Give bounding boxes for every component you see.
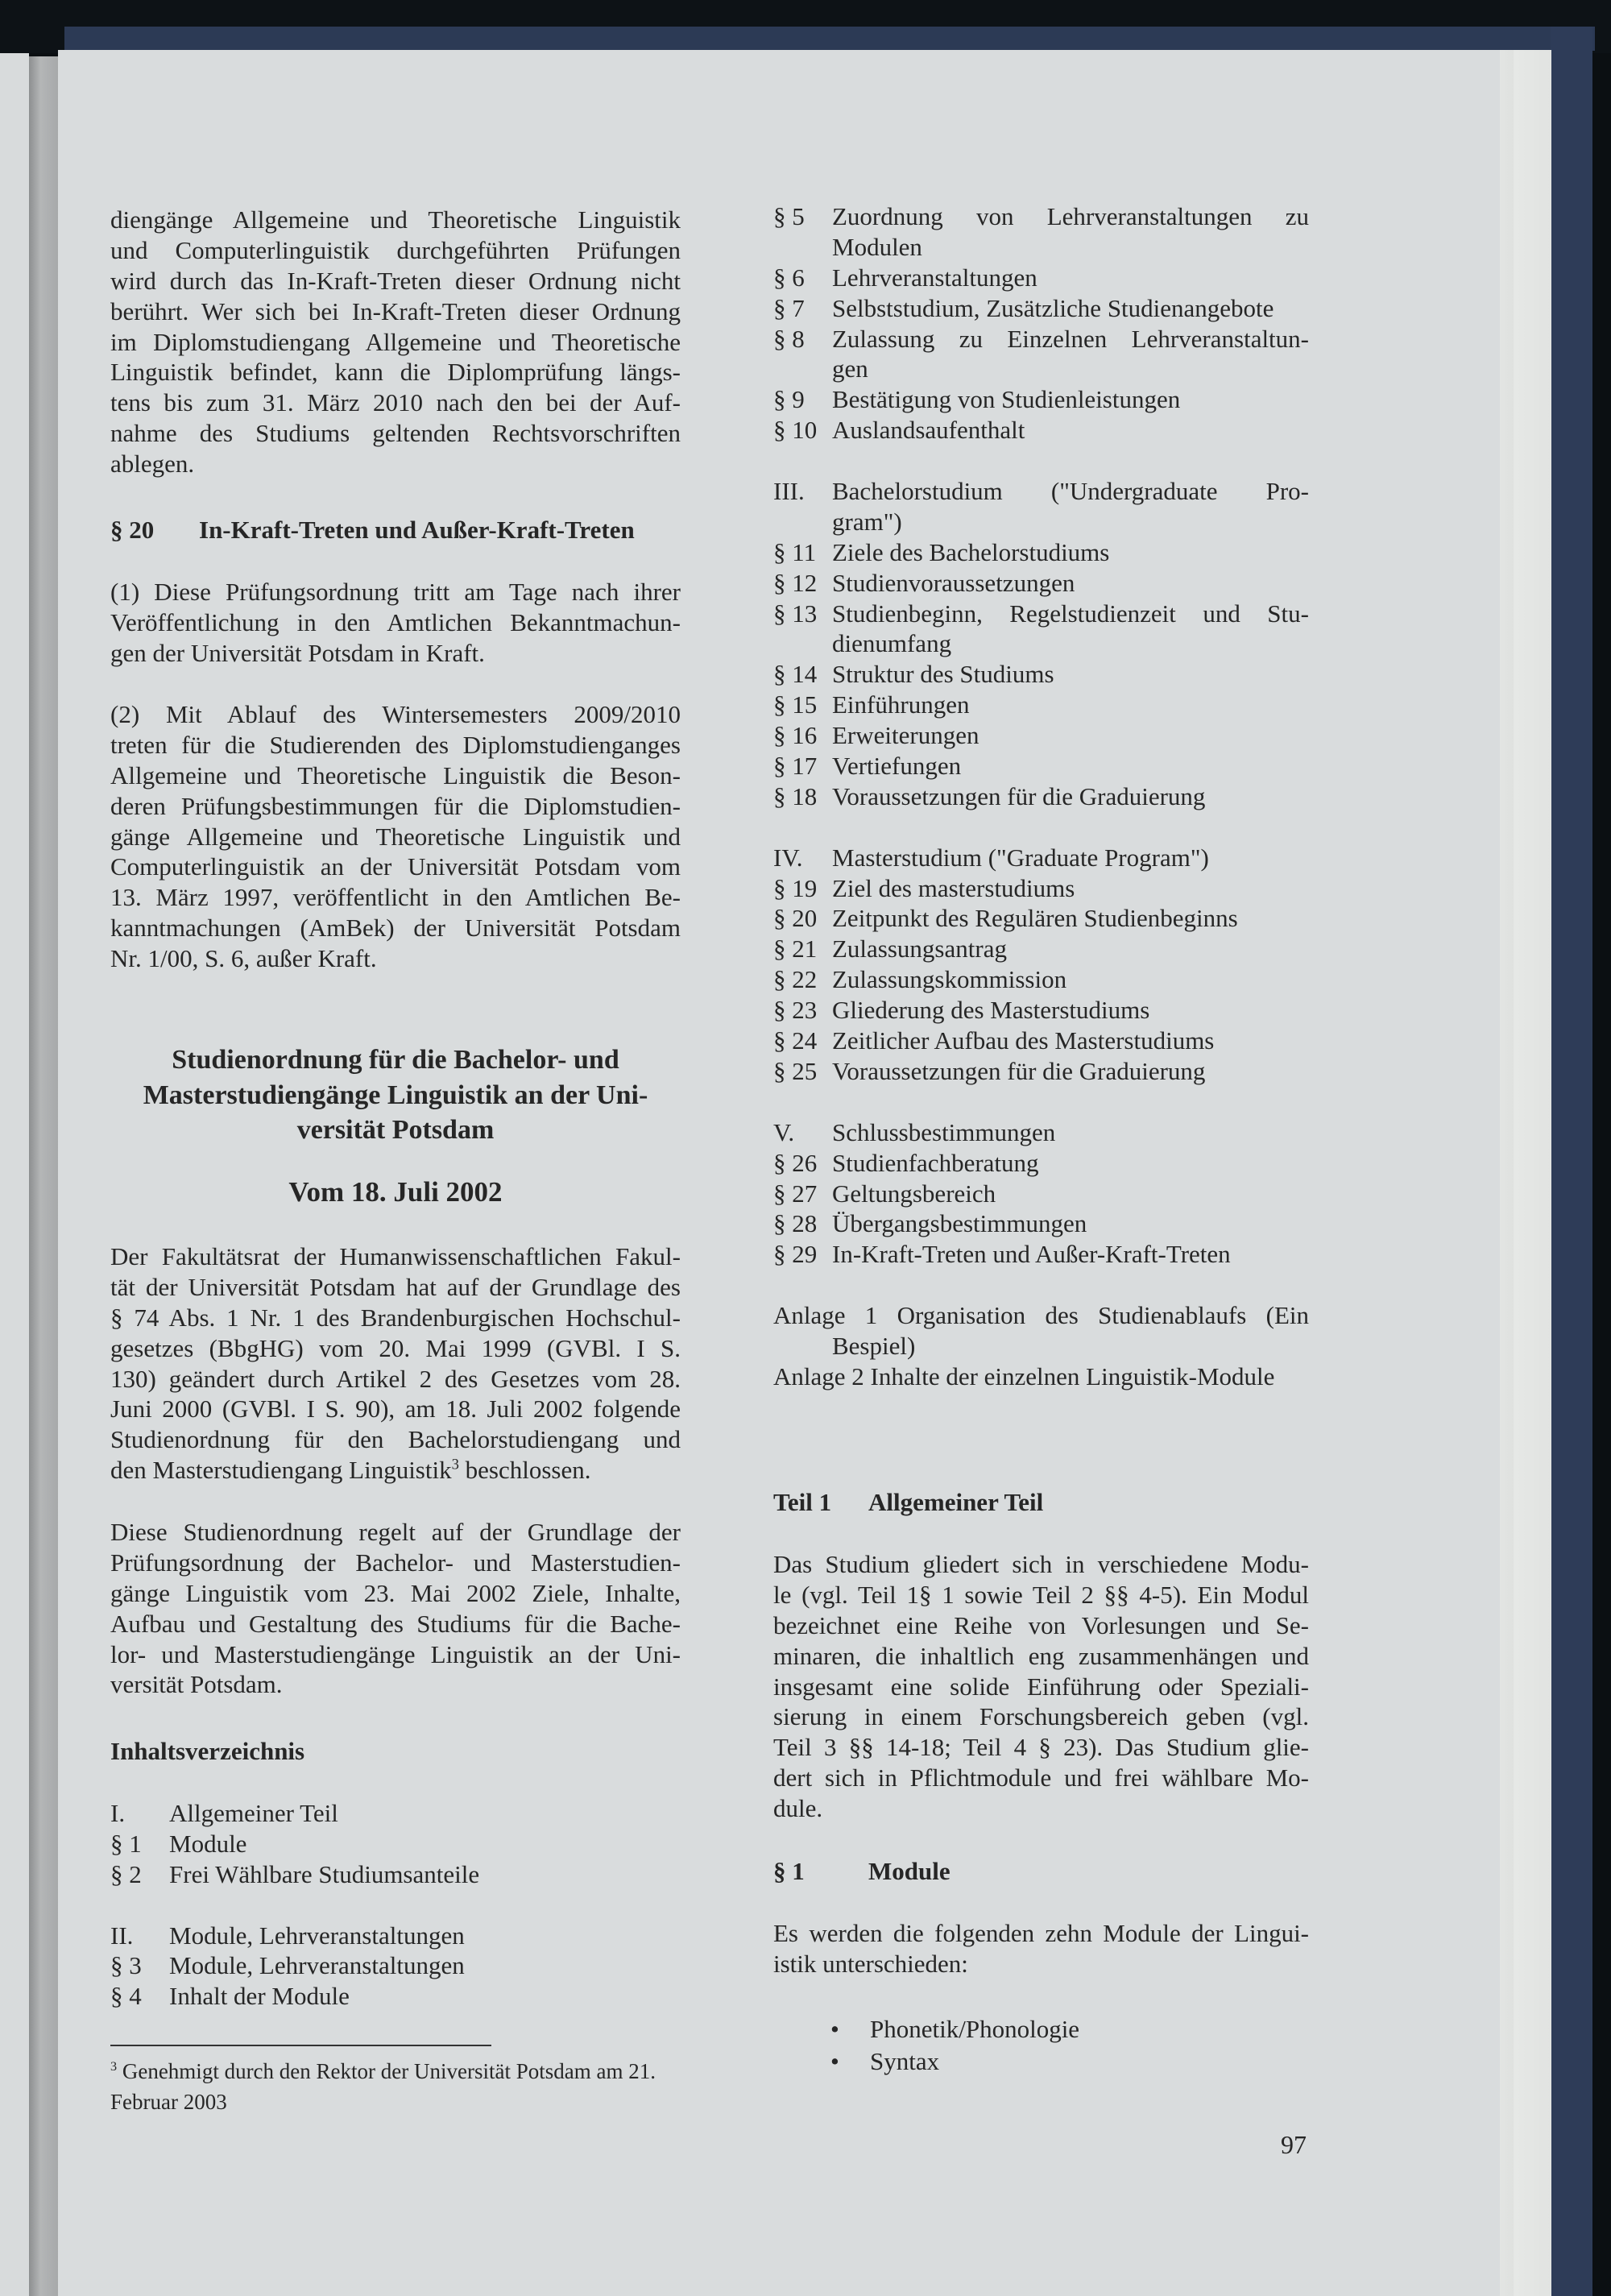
toc-entry-title — [832, 751, 1309, 781]
footnote-reference: 3 — [451, 1456, 459, 1473]
toc-entry-line: Zeitlicher Aufbau des Masterstudiums — [832, 1026, 1215, 1055]
text-line: gesetzes (BbgHG) vom 20. Mai 1999 (GVBl. I S. — [110, 1333, 681, 1362]
text-line: Computerlinguistik an der Universität Potsdam vom — [110, 852, 681, 881]
toc-entry — [773, 964, 1309, 995]
text-line: gen der Universität Potsdam in Kraft. — [110, 638, 485, 667]
teil-number: Teil 1 — [773, 1488, 832, 1516]
document-title — [110, 1042, 681, 1148]
toc-entry-number: § 11 — [773, 537, 817, 566]
text-line: Linguistik befindet, kann die Diplomprüfung längs- — [110, 358, 681, 387]
toc-entry-number: § 28 — [773, 1209, 818, 1238]
book-cover-right — [1551, 27, 1592, 2296]
footnote-divider — [110, 2045, 491, 2046]
toc-entry-line: Auslandsaufenthalt — [832, 416, 1025, 445]
text-line: berührt. Wer sich bei In-Kraft-Treten dieser Ordnung — [110, 296, 681, 325]
paragraph-1 — [110, 577, 681, 669]
text-line: kanntmachungen (AmBek) der Universität Potsdam — [110, 914, 681, 943]
toc-entry-number: § 27 — [773, 1179, 818, 1208]
toc-entry — [773, 1056, 1309, 1087]
toc-entry-line: Zulassungskommission — [832, 965, 1067, 994]
toc-entry-title — [832, 568, 1309, 599]
text-line: minaren, die inhaltlich eng zusammenhängen und — [773, 1641, 1309, 1670]
toc-entry-number: § 2 — [110, 1859, 142, 1888]
text-line: Allgemeine und Theoretische Linguistik die Beson- — [110, 760, 681, 790]
toc-entry-line: Gliederung des Masterstudiums — [832, 996, 1150, 1025]
toc-entry-line: Inhalt der Module — [169, 1982, 350, 2011]
text-line: deren Prüfungsbestimmungen für die Diplomstudien- — [110, 791, 681, 820]
toc-entry-title — [832, 263, 1309, 293]
toc-entry — [773, 873, 1309, 904]
toc-entry-title — [832, 1179, 1309, 1209]
toc-entry-title — [832, 843, 1309, 873]
toc-entry-line: Module, Lehrveranstaltungen — [169, 1951, 465, 1980]
appendix-line: Anlage 2 Inhalte der einzelnen Linguistik-Module — [773, 1361, 1275, 1390]
toc-entry-line: gen — [832, 354, 868, 383]
toc-entry — [773, 659, 1309, 690]
text-line: gänge Allgemeine und Theoretische Linguistik und — [110, 822, 681, 851]
section-20-heading — [110, 515, 681, 545]
toc-entry-number: § 20 — [773, 904, 818, 933]
toc-entry-line: Allgemeiner Teil — [169, 1799, 338, 1827]
text-line: Prüfungsordnung der Bachelor- und Masterstudien- — [110, 1548, 681, 1577]
toc-entry-title — [832, 1208, 1309, 1239]
text-line: § 74 Abs. 1 Nr. 1 des Brandenburgischen Hochschul- — [110, 1303, 681, 1332]
toc-entry-line: Übergangsbestimmungen — [832, 1209, 1087, 1238]
toc-entry-number: § 9 — [773, 385, 805, 414]
list-item-text: Phonetik/Phonologie — [870, 2015, 1080, 2043]
appendix-line: Anlage 1 Organisation des Studienablaufs (Ein — [773, 1301, 1309, 1330]
text-line: Aufbau und Gestaltung des Studiums für die Bache- — [110, 1609, 681, 1638]
toc-entry — [773, 720, 1309, 751]
section-number: § 1 — [773, 1857, 805, 1885]
toc-entry-line: Struktur des Studiums — [832, 660, 1054, 689]
text-line: nahme des Studiums geltenden Rechtsvorschriften — [110, 419, 681, 448]
text-line: versität Potsdam. — [110, 1670, 283, 1699]
toc-entry-number: § 26 — [773, 1148, 818, 1177]
toc-entry-line: gram") — [832, 507, 902, 536]
toc-entry-number: § 4 — [110, 1982, 142, 2011]
teil-1-heading — [773, 1487, 1043, 1518]
toc-entry — [773, 843, 1309, 873]
toc-entry-title — [832, 324, 1309, 385]
toc-entry — [110, 1798, 681, 1829]
toc-entry-number: § 18 — [773, 781, 818, 810]
text-line: istik unterschieden: — [773, 1949, 968, 1978]
toc-entry-number: II. — [110, 1921, 134, 1950]
toc-entry-title — [832, 1056, 1309, 1087]
toc-entry-number: § 3 — [110, 1951, 142, 1980]
toc-entry — [773, 537, 1309, 568]
toc-entry-title — [169, 1921, 681, 1951]
toc-entry — [773, 293, 1309, 324]
text-line: Studienordnung für den Bachelorstudiengang und — [110, 1425, 681, 1454]
toc-entry-title — [832, 1148, 1309, 1179]
text-line: und Computerlinguistik durchgeführten Prüfungen — [110, 235, 681, 264]
text-line: dert sich in Pflichtmodule und frei wählbare Mo- — [773, 1763, 1309, 1792]
footnote-text: Februar 2003 — [110, 2090, 227, 2114]
text-line: Der Fakultätsrat der Humanwissenschaftlichen Fakul- — [110, 1242, 681, 1270]
bullet-icon: • — [830, 2015, 839, 2043]
toc-entry — [773, 568, 1309, 599]
text-line: le (vgl. Teil 1§ 1 sowie Teil 2 §§ 4-5). Ein Modul — [773, 1580, 1309, 1609]
toc-entry — [773, 995, 1309, 1026]
toc-entry — [773, 1117, 1309, 1148]
text-line: Das Studium gliedert sich in verschiedene Modu- — [773, 1550, 1309, 1578]
toc-entry-number: V. — [773, 1117, 795, 1146]
toc-entry-title — [832, 476, 1309, 537]
toc-entry — [773, 1179, 1309, 1209]
toc-entry-line: Masterstudium ("Graduate Program") — [832, 843, 1209, 872]
text-line: Juni 2000 (GVBl. I S. 90), am 18. Juli 2002 folgende — [110, 1395, 681, 1424]
toc-entry — [773, 1026, 1309, 1056]
toc-entry-number: § 19 — [773, 873, 818, 902]
toc-entry — [773, 263, 1309, 293]
document-date: Vom 18. Juli 2002 — [288, 1176, 503, 1208]
section-title: Module — [868, 1857, 950, 1885]
text-fragment: den Masterstudiengang Linguistik — [110, 1456, 452, 1485]
toc-entry-title — [832, 384, 1309, 415]
spacer — [773, 812, 1309, 843]
module-list — [830, 2013, 1079, 2078]
toc-entry-title — [832, 1239, 1309, 1270]
text-line: im Diplomstudiengang Allgemeine und Theoretische — [110, 327, 681, 356]
toc-entry-number: § 22 — [773, 965, 818, 994]
toc-entry-line: Selbststudium, Zusätzliche Studienangebote — [832, 293, 1274, 322]
toc-entry-line: Studienbeginn, Regelstudienzeit und Stu- — [832, 599, 1309, 628]
toc-entry-title — [832, 720, 1309, 751]
toc-entry-number: § 6 — [773, 263, 805, 292]
text-line: treten für die Studierenden des Diplomstudienganges — [110, 730, 681, 759]
toc-entry-number: § 23 — [773, 996, 818, 1025]
spacer — [773, 1087, 1309, 1117]
title-line: versität Potsdam — [296, 1115, 495, 1146]
toc-entry — [773, 324, 1309, 385]
toc-entry-number: § 15 — [773, 690, 818, 719]
toc-entry-number: § 25 — [773, 1056, 818, 1085]
toc-entry-title — [832, 1026, 1309, 1056]
toc-entry-number: § 21 — [773, 935, 818, 964]
toc-entry-line: In-Kraft-Treten und Außer-Kraft-Treten — [832, 1240, 1231, 1269]
text-line: Nr. 1/00, S. 6, außer Kraft. — [110, 944, 377, 973]
spacer — [773, 1270, 1309, 1300]
toc-entry-title — [169, 1981, 681, 2012]
toc-entry — [773, 934, 1309, 964]
toc-entry-title — [832, 537, 1309, 568]
title-line: Masterstudiengänge Linguistik an der Uni- — [143, 1080, 648, 1110]
toc-entry — [110, 1859, 681, 1890]
footnote-text: Genehmigt durch den Rektor der Universität Potsdam am 21. — [122, 2059, 656, 2083]
toc-entry-number: § 1 — [110, 1829, 142, 1858]
toc-entry-line: Einführungen — [832, 690, 970, 719]
toc-entry-title — [169, 1859, 681, 1890]
toc-entry-line: Voraussetzungen für die Graduierung — [832, 781, 1206, 810]
book-gutter — [29, 56, 58, 2296]
toc-entry-line: Erweiterungen — [832, 721, 979, 750]
text-line: Veröffentlichung in den Amtlichen Bekanntmachun- — [110, 607, 681, 636]
list-item — [830, 2045, 1079, 2078]
toc-entry-line: Bachelorstudium ("Undergraduate Pro- — [832, 477, 1309, 506]
appendix-line: Bespiel) — [832, 1331, 916, 1360]
toc-entry-title — [832, 659, 1309, 690]
toc-entry-title — [832, 903, 1309, 934]
text-line: Es werden die folgenden zehn Module der Lingui- — [773, 1919, 1309, 1947]
bullet-icon: • — [830, 2047, 839, 2075]
section-number: § 20 — [110, 516, 155, 544]
text-line: 130) geändert durch Artikel 2 des Gesetzes vom 28. — [110, 1364, 681, 1393]
toc-entry-title — [169, 1829, 681, 1859]
toc-entry-line: Geltungsbereich — [832, 1179, 996, 1208]
text-line: 13. März 1997, veröffentlicht in den Amtlichen Be- — [110, 883, 681, 912]
toc-entry — [773, 1148, 1309, 1179]
teil-title: Allgemeiner Teil — [868, 1488, 1044, 1516]
footnote — [110, 2056, 690, 2117]
toc-entry-line: Schlussbestimmungen — [832, 1117, 1056, 1146]
toc-entry-title — [832, 599, 1309, 660]
toc-entry-title — [832, 293, 1309, 324]
toc-right — [773, 201, 1309, 1392]
toc-entry-number: § 8 — [773, 324, 805, 353]
text-line: dule. — [773, 1794, 823, 1823]
toc-entry-line: Modulen — [832, 232, 922, 261]
text-line: wird durch das In-Kraft-Treten dieser Ordnung nicht — [110, 266, 681, 295]
page-number: 97 — [1281, 2130, 1307, 2159]
text-line: tens bis zum 31. März 2010 nach den bei der Auf- — [110, 388, 681, 417]
section-title: In-Kraft-Treten und Außer-Kraft-Treten — [199, 516, 635, 544]
spacer — [773, 446, 1309, 476]
toc-entry-number: § 17 — [773, 752, 818, 781]
toc-entry-title — [169, 1950, 681, 1981]
toc-entry-title — [169, 1798, 681, 1829]
toc-entry-number: § 5 — [773, 202, 805, 230]
text-line: Teil 3 §§ 14-18; Teil 4 § 23). Das Studium glie- — [773, 1733, 1309, 1762]
toc-entry-title — [832, 201, 1309, 263]
toc-entry-line: dienumfang — [832, 629, 952, 658]
list-item-text: Syntax — [870, 2047, 940, 2075]
toc-entry-line: Ziel des masterstudiums — [832, 873, 1075, 902]
toc-entry-number: § 29 — [773, 1240, 818, 1269]
toc-entry-number: IV. — [773, 843, 803, 872]
footnote-mark: 3 — [110, 2059, 118, 2074]
toc-entry — [773, 1239, 1309, 1270]
toc-entry-title — [832, 415, 1309, 446]
text-line: lor- und Masterstudiengänge Linguistik an der Uni- — [110, 1639, 681, 1668]
toc-entry — [110, 1950, 681, 1981]
toc-entry-line: Ziele des Bachelorstudiums — [832, 537, 1110, 566]
toc-entry-line: Voraussetzungen für die Graduierung — [832, 1056, 1206, 1085]
toc-entry-title — [832, 873, 1309, 904]
text-line: bezeichnet eine Reihe von Vorlesungen und Se- — [773, 1610, 1309, 1639]
paragraph-preamble — [110, 1241, 681, 1486]
toc-entry — [773, 751, 1309, 781]
text-fragment: beschlossen. — [458, 1456, 591, 1485]
toc-entry-number: § 7 — [773, 293, 805, 322]
toc-entry-title — [832, 690, 1309, 720]
title-line: Studienordnung für die Bachelor- und — [172, 1045, 619, 1075]
toc-entry-title — [832, 934, 1309, 964]
text-line: (2) Mit Ablauf des Wintersemesters 2009/2010 — [110, 700, 681, 728]
paragraph-scope — [110, 1517, 681, 1700]
toc-entry-line: Studienvoraussetzungen — [832, 568, 1075, 597]
toc-entry-number: § 10 — [773, 416, 818, 445]
list-item — [830, 2013, 1079, 2045]
toc-left — [110, 1798, 681, 2012]
toc-entry-title — [832, 964, 1309, 995]
toc-entry-number: I. — [110, 1799, 126, 1827]
toc-entry-line: Vertiefungen — [832, 752, 962, 781]
toc-entry-number: § 13 — [773, 599, 818, 628]
toc-entry-title — [832, 781, 1309, 812]
toc-entry-line: Bestätigung von Studienleistungen — [832, 385, 1181, 414]
text-line: tät der Universität Potsdam hat auf der Grundlage des — [110, 1272, 681, 1301]
toc-entry — [773, 384, 1309, 415]
toc-entry-title — [832, 995, 1309, 1026]
section-1-heading — [773, 1856, 950, 1887]
toc-entry-line: Zeitpunkt des Regulären Studienbeginns — [832, 904, 1238, 933]
toc-entry-number: § 16 — [773, 721, 818, 750]
paragraph-continued — [110, 205, 681, 479]
toc-entry — [773, 201, 1309, 263]
toc-entry-number: § 24 — [773, 1026, 818, 1055]
text-line: (1) Diese Prüfungsordnung tritt am Tage nach ihrer — [110, 578, 681, 606]
paragraph-2 — [110, 699, 681, 974]
toc-entry — [110, 1981, 681, 2012]
text-line: gänge Linguistik vom 23. Mai 2002 Ziele, Inhalte, — [110, 1578, 681, 1607]
teil-1-paragraph — [773, 1549, 1309, 1824]
toc-entry-title — [832, 1117, 1309, 1148]
toc-entry-line: Studienfachberatung — [832, 1148, 1039, 1177]
toc-entry-number: § 14 — [773, 660, 818, 689]
text-line: sierung in einem Forschungsbereich geben (vgl. — [773, 1702, 1309, 1731]
toc-entry-line: Module — [169, 1829, 247, 1858]
toc-entry — [110, 1921, 681, 1951]
toc-entry — [773, 903, 1309, 934]
spacer — [110, 1890, 681, 1921]
toc-entry-number: III. — [773, 477, 805, 506]
toc-entry-line: Frei Wählbare Studiumsanteile — [169, 1859, 480, 1888]
toc-entry-line: Module, Lehrveranstaltungen — [169, 1921, 465, 1950]
book-cover-edge — [64, 27, 1595, 51]
toc-entry-line: Zulassung zu Einzelnen Lehrveranstaltun- — [832, 324, 1309, 353]
text-line: Diese Studienordnung regelt auf der Grundlage der — [110, 1518, 681, 1546]
toc-entry-line: Lehrveranstaltungen — [832, 263, 1037, 292]
section-1-paragraph — [773, 1918, 1309, 1979]
toc-entry-line: Zulassungsantrag — [832, 935, 1007, 964]
page-stack-edge — [1497, 50, 1551, 2296]
text-line: diengänge Allgemeine und Theoretische Linguistik — [110, 205, 681, 234]
toc-entry — [773, 476, 1309, 537]
toc-entry — [773, 599, 1309, 660]
text-line: insgesamt eine solide Einführung oder Speziali- — [773, 1672, 1309, 1701]
toc-entry-line: Zuordnung von Lehrveranstaltungen zu — [832, 202, 1309, 230]
toc-entry — [773, 781, 1309, 812]
toc-entry — [773, 1208, 1309, 1239]
toc-entry — [110, 1829, 681, 1859]
toc-entry — [773, 415, 1309, 446]
toc-heading: Inhaltsverzeichnis — [110, 1737, 305, 1765]
previous-page-edge — [0, 53, 29, 2296]
toc-entry — [773, 690, 1309, 720]
text-line: ablegen. — [110, 450, 195, 479]
toc-entry-number: § 12 — [773, 568, 818, 597]
text-line — [110, 1455, 681, 1486]
